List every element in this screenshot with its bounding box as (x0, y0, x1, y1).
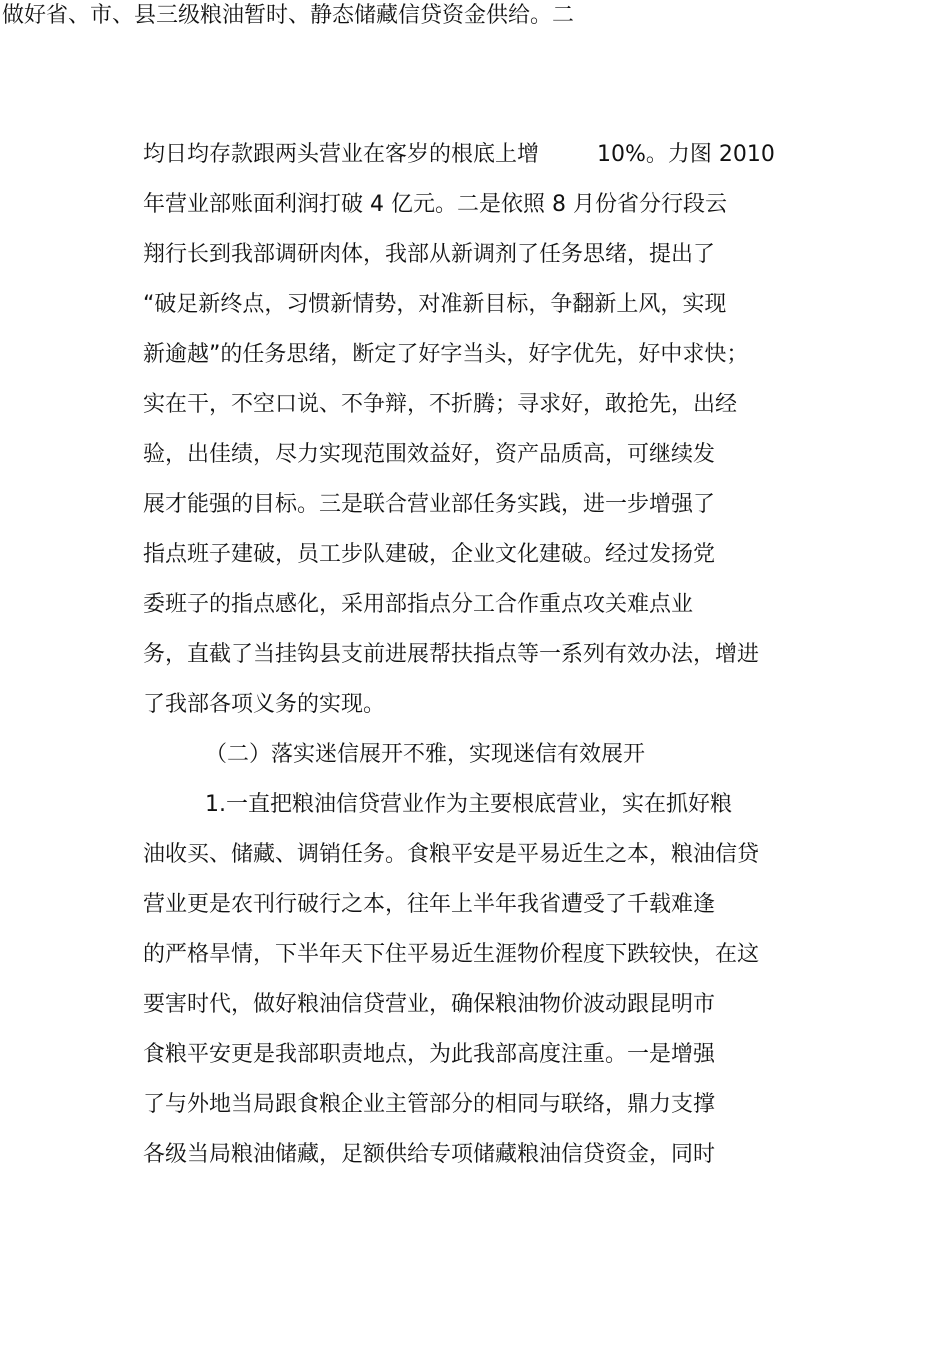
section-line: 各级当局粮油储藏，足额供给专项储藏粮油信贷资金，同时 (143, 1142, 716, 1167)
paragraph-line: 指点班子建破，员工步队建破，企业文化建破。经过发扬党 (143, 542, 716, 567)
section-line: 油收买、储藏、调销任务。食粮平安是平易近生之本，粮油信贷 (143, 842, 760, 867)
section-heading: （二）落实迷信展开不雅，实现迷信有效展开 (205, 742, 646, 767)
section-first-line: 1.一直把粮油信贷营业作为主要根底营业，实在抓好粮 (205, 792, 732, 817)
first-line-part2: 10%。力图 2010 (597, 142, 775, 167)
paragraph-line: “破足新终点，习惯新情势，对准新目标，争翻新上风，实现 (143, 292, 727, 317)
first-line-part1: 均日均存款跟两头营业在客岁的根底上增 (143, 142, 540, 167)
section-line: 营业更是农刊行破行之本，往年上半年我省遭受了千载难逢 (143, 892, 716, 917)
paragraph-line (143, 130, 823, 180)
top-text-line: 做好省、市、县三级粮油暂时、静态储藏信贷资金供给。二 (2, 3, 575, 28)
paragraph-line: 了我部各项义务的实现。 (143, 692, 386, 717)
paragraph-line: 务，直截了当挂钩县支前进展帮扶指点等一系列有效办法，增进 (143, 642, 760, 667)
paragraph-line: 委班子的指点感化，采用部指点分工合作重点攻关难点业 (143, 592, 694, 617)
section-line: 了与外地当局跟食粮企业主管部分的相同与联络，鼎力支撑 (143, 1092, 716, 1117)
paragraph-line: 年营业部账面利润打破 4 亿元。二是依照 8 月份省分行段云 (143, 192, 727, 217)
section-line: 的严格旱情，下半年天下住平易近生涯物价程度下跌较快，在这 (143, 942, 760, 967)
document-body (143, 130, 823, 1180)
paragraph-line: 展才能强的目标。三是联合营业部任务实践，进一步增强了 (143, 492, 716, 517)
paragraph-line: 新逾越”的任务思绪，断定了好字当头，好字优先，好中求快； (143, 342, 749, 367)
paragraph-line: 验，出佳绩，尽力实现范围效益好，资产品质高，可继续发 (143, 442, 716, 467)
section-line: 要害时代，做好粮油信贷营业，确保粮油物价波动跟昆明市 (143, 992, 716, 1017)
paragraph-line: 实在干，不空口说、不争辩，不折腾；寻求好，敢抢先，出经 (143, 392, 738, 417)
section-line: 食粮平安更是我部职责地点，为此我部高度注重。一是增强 (143, 1042, 716, 1067)
paragraph-line: 翔行长到我部调研肉体，我部从新调剂了任务思绪，提出了 (143, 242, 716, 267)
